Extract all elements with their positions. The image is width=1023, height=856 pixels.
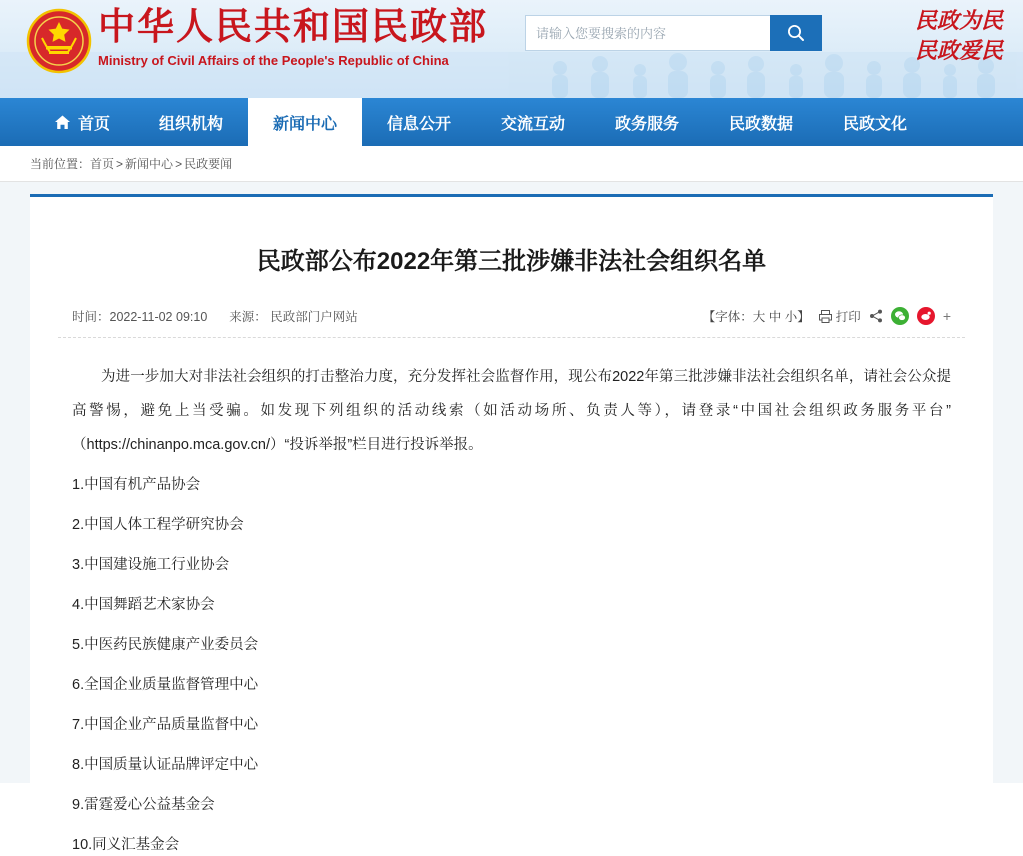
page-title: 民政部公布2022年第三批涉嫌非法社会组织名单 [256, 248, 767, 276]
nav-item-civil-affairs-culture-label: 民政文化 [842, 115, 907, 133]
article-meta [58, 307, 965, 338]
main-navigation [0, 98, 1023, 146]
font-size-small[interactable]: 小 [784, 310, 798, 325]
weibo-icon [920, 310, 932, 322]
nav-item-civil-affairs-data-label: 民政数据 [728, 115, 793, 133]
print-button[interactable] [818, 307, 861, 325]
nav-item-organization-label: 组织机构 [158, 115, 223, 133]
article-content [58, 338, 965, 856]
share-button[interactable] [869, 309, 883, 323]
nav-item-interaction-label: 交流互动 [500, 115, 565, 133]
weibo-share-button[interactable] [917, 307, 935, 325]
list-item: 2.中国人体工程学研究协会 [72, 517, 244, 534]
nav-item-news-center-label: 新闻中心 [272, 115, 337, 133]
list-item: 4.中国舞蹈艺术家协会 [72, 597, 215, 614]
site-title-cn: 中华人民共和国民政部 [98, 7, 488, 48]
article-source: 来源： 民政部门户网站 [229, 310, 358, 325]
slogan-line-2: 民政爱民 [914, 38, 1003, 63]
page-body [0, 182, 1023, 854]
font-size-medium[interactable]: 中 [768, 310, 782, 325]
nav-item-government-services-label: 政务服务 [614, 115, 679, 133]
share-icon [869, 309, 883, 323]
search-input[interactable] [525, 15, 770, 51]
nav-item-home-label: 首页 [77, 115, 110, 133]
article-meta-left [72, 307, 358, 325]
printer-icon [818, 309, 833, 324]
list-item: 8.中国质量认证品牌评定中心 [72, 757, 259, 774]
site-search[interactable] [525, 15, 822, 51]
nav-item-civil-affairs-data[interactable] [704, 98, 818, 146]
nav-item-interaction[interactable] [476, 98, 590, 146]
breadcrumb-item-home[interactable]: 首页 [90, 157, 115, 171]
nav-item-home[interactable] [30, 98, 134, 146]
site-slogan [915, 6, 1003, 66]
font-size-large[interactable]: 大 [752, 310, 766, 325]
search-icon [786, 23, 806, 43]
list-item: 9.雷霆爱心公益基金会 [72, 797, 215, 814]
breadcrumb-separator-1: > [116, 156, 124, 171]
font-size-label: 【字体： [702, 310, 753, 325]
site-title-block [98, 6, 488, 70]
list-item: 1.中国有机产品协会 [72, 477, 201, 494]
national-emblem-icon [26, 8, 92, 74]
nav-item-organization[interactable] [134, 98, 248, 146]
home-icon [54, 114, 71, 131]
font-size-controls [703, 307, 810, 325]
site-header [0, 0, 1023, 98]
font-size-label-close: 】 [797, 310, 810, 325]
list-item: 5.中医药民族健康产业委员会 [72, 637, 259, 654]
wechat-icon [894, 310, 906, 322]
article-toolbar [703, 307, 951, 325]
more-share-button[interactable]: + [942, 308, 951, 325]
article-time: 时间：2022-11-02 09:10 [72, 310, 208, 325]
nav-item-news-center[interactable] [248, 98, 362, 146]
search-button[interactable] [770, 15, 822, 51]
breadcrumb [0, 146, 1023, 182]
nav-item-civil-affairs-culture[interactable] [818, 98, 932, 146]
list-item: 6.全国企业质量监督管理中心 [72, 677, 259, 694]
wechat-share-button[interactable] [891, 307, 909, 325]
breadcrumb-separator-2: > [175, 156, 183, 171]
nav-item-information-disclosure[interactable] [362, 98, 476, 146]
nav-item-government-services[interactable] [590, 98, 704, 146]
breadcrumb-item-current[interactable]: 民政要闻 [184, 157, 233, 171]
breadcrumb-prefix: 当前位置： [30, 157, 91, 171]
list-item: 10.同义汇基金会 [72, 837, 180, 854]
article-card [30, 194, 993, 856]
breadcrumb-item-news-center[interactable]: 新闻中心 [125, 157, 174, 171]
article-paragraph: 为进一步加大对非法社会组织的打击整治力度，充分发挥社会监督作用，现公布2022年第三批涉嫌非法社会组织名单，请社会公众提高警惕，避免上当受骗。如发现下列组织的活动线索（如活动场所、负责人等），请登录“中国社会组织政务服务平台”（https://chinanpo.mca.gov.cn/）“投诉举报”栏目进行投诉举报。 [72, 369, 951, 454]
list-item: 3.中国建设施工行业协会 [72, 557, 230, 574]
site-title-en: Ministry of Civil Affairs of the People's Republic of China [98, 53, 449, 68]
slogan-line-1: 民政为民 [914, 8, 1003, 33]
nav-item-information-disclosure-label: 信息公开 [386, 115, 451, 133]
print-label: 打印 [835, 310, 861, 325]
list-item: 7.中国企业产品质量监督中心 [72, 717, 259, 734]
